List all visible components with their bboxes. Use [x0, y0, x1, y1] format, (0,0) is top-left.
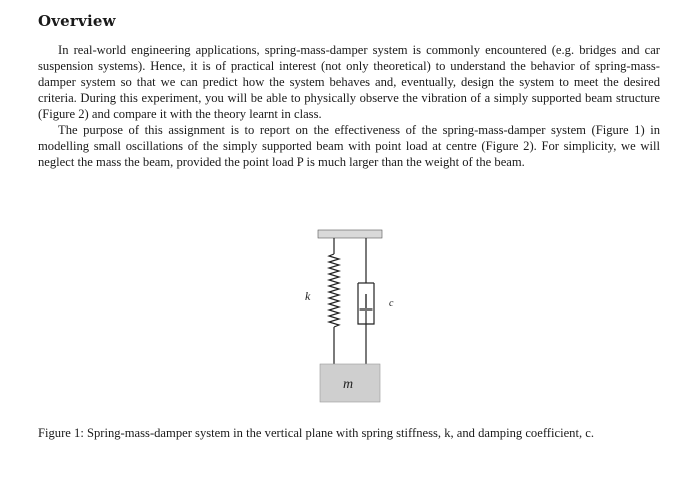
body-text [38, 42, 660, 170]
figure-caption: Figure 1: Spring-mass-damper system in the vertical plane with spring stiffness, k, and damping coefficient, c. [38, 426, 594, 440]
damper-icon [358, 238, 374, 364]
mass-label: m [343, 377, 354, 392]
damper-label: c [389, 298, 394, 309]
spring-mass-damper-figure [290, 228, 410, 408]
spring-icon [329, 238, 339, 364]
spring-label: k [305, 289, 311, 303]
paragraph-2: The purpose of this assignment is to report on the effectiveness of the spring-mass-damper system (Figure 1) in modelling small oscillations of the simply supported beam with point load at centre (Figure 2). For simplicity, we will neglect the mass the beam, provided the point load P is much larger than the weight of the beam. [38, 123, 660, 169]
figure-diagram [290, 228, 410, 408]
paragraph-1: In real-world engineering applications, spring-mass-damper system is commonly encountered (e.g. bridges and car suspension systems). Hence, it is of practical interest (not only theoretical) to understand the behavior of spring-mass-damper system so that we can predict how the system behaves and, eventually, design the system to meet the desired criteria. During this experiment, you will be able to physically observe the vibration of a simply supported beam structure (Figure 2) and compare it with the theory learnt in class. [38, 43, 660, 121]
ceiling-support [318, 230, 382, 238]
section-title: Overview [38, 12, 116, 30]
